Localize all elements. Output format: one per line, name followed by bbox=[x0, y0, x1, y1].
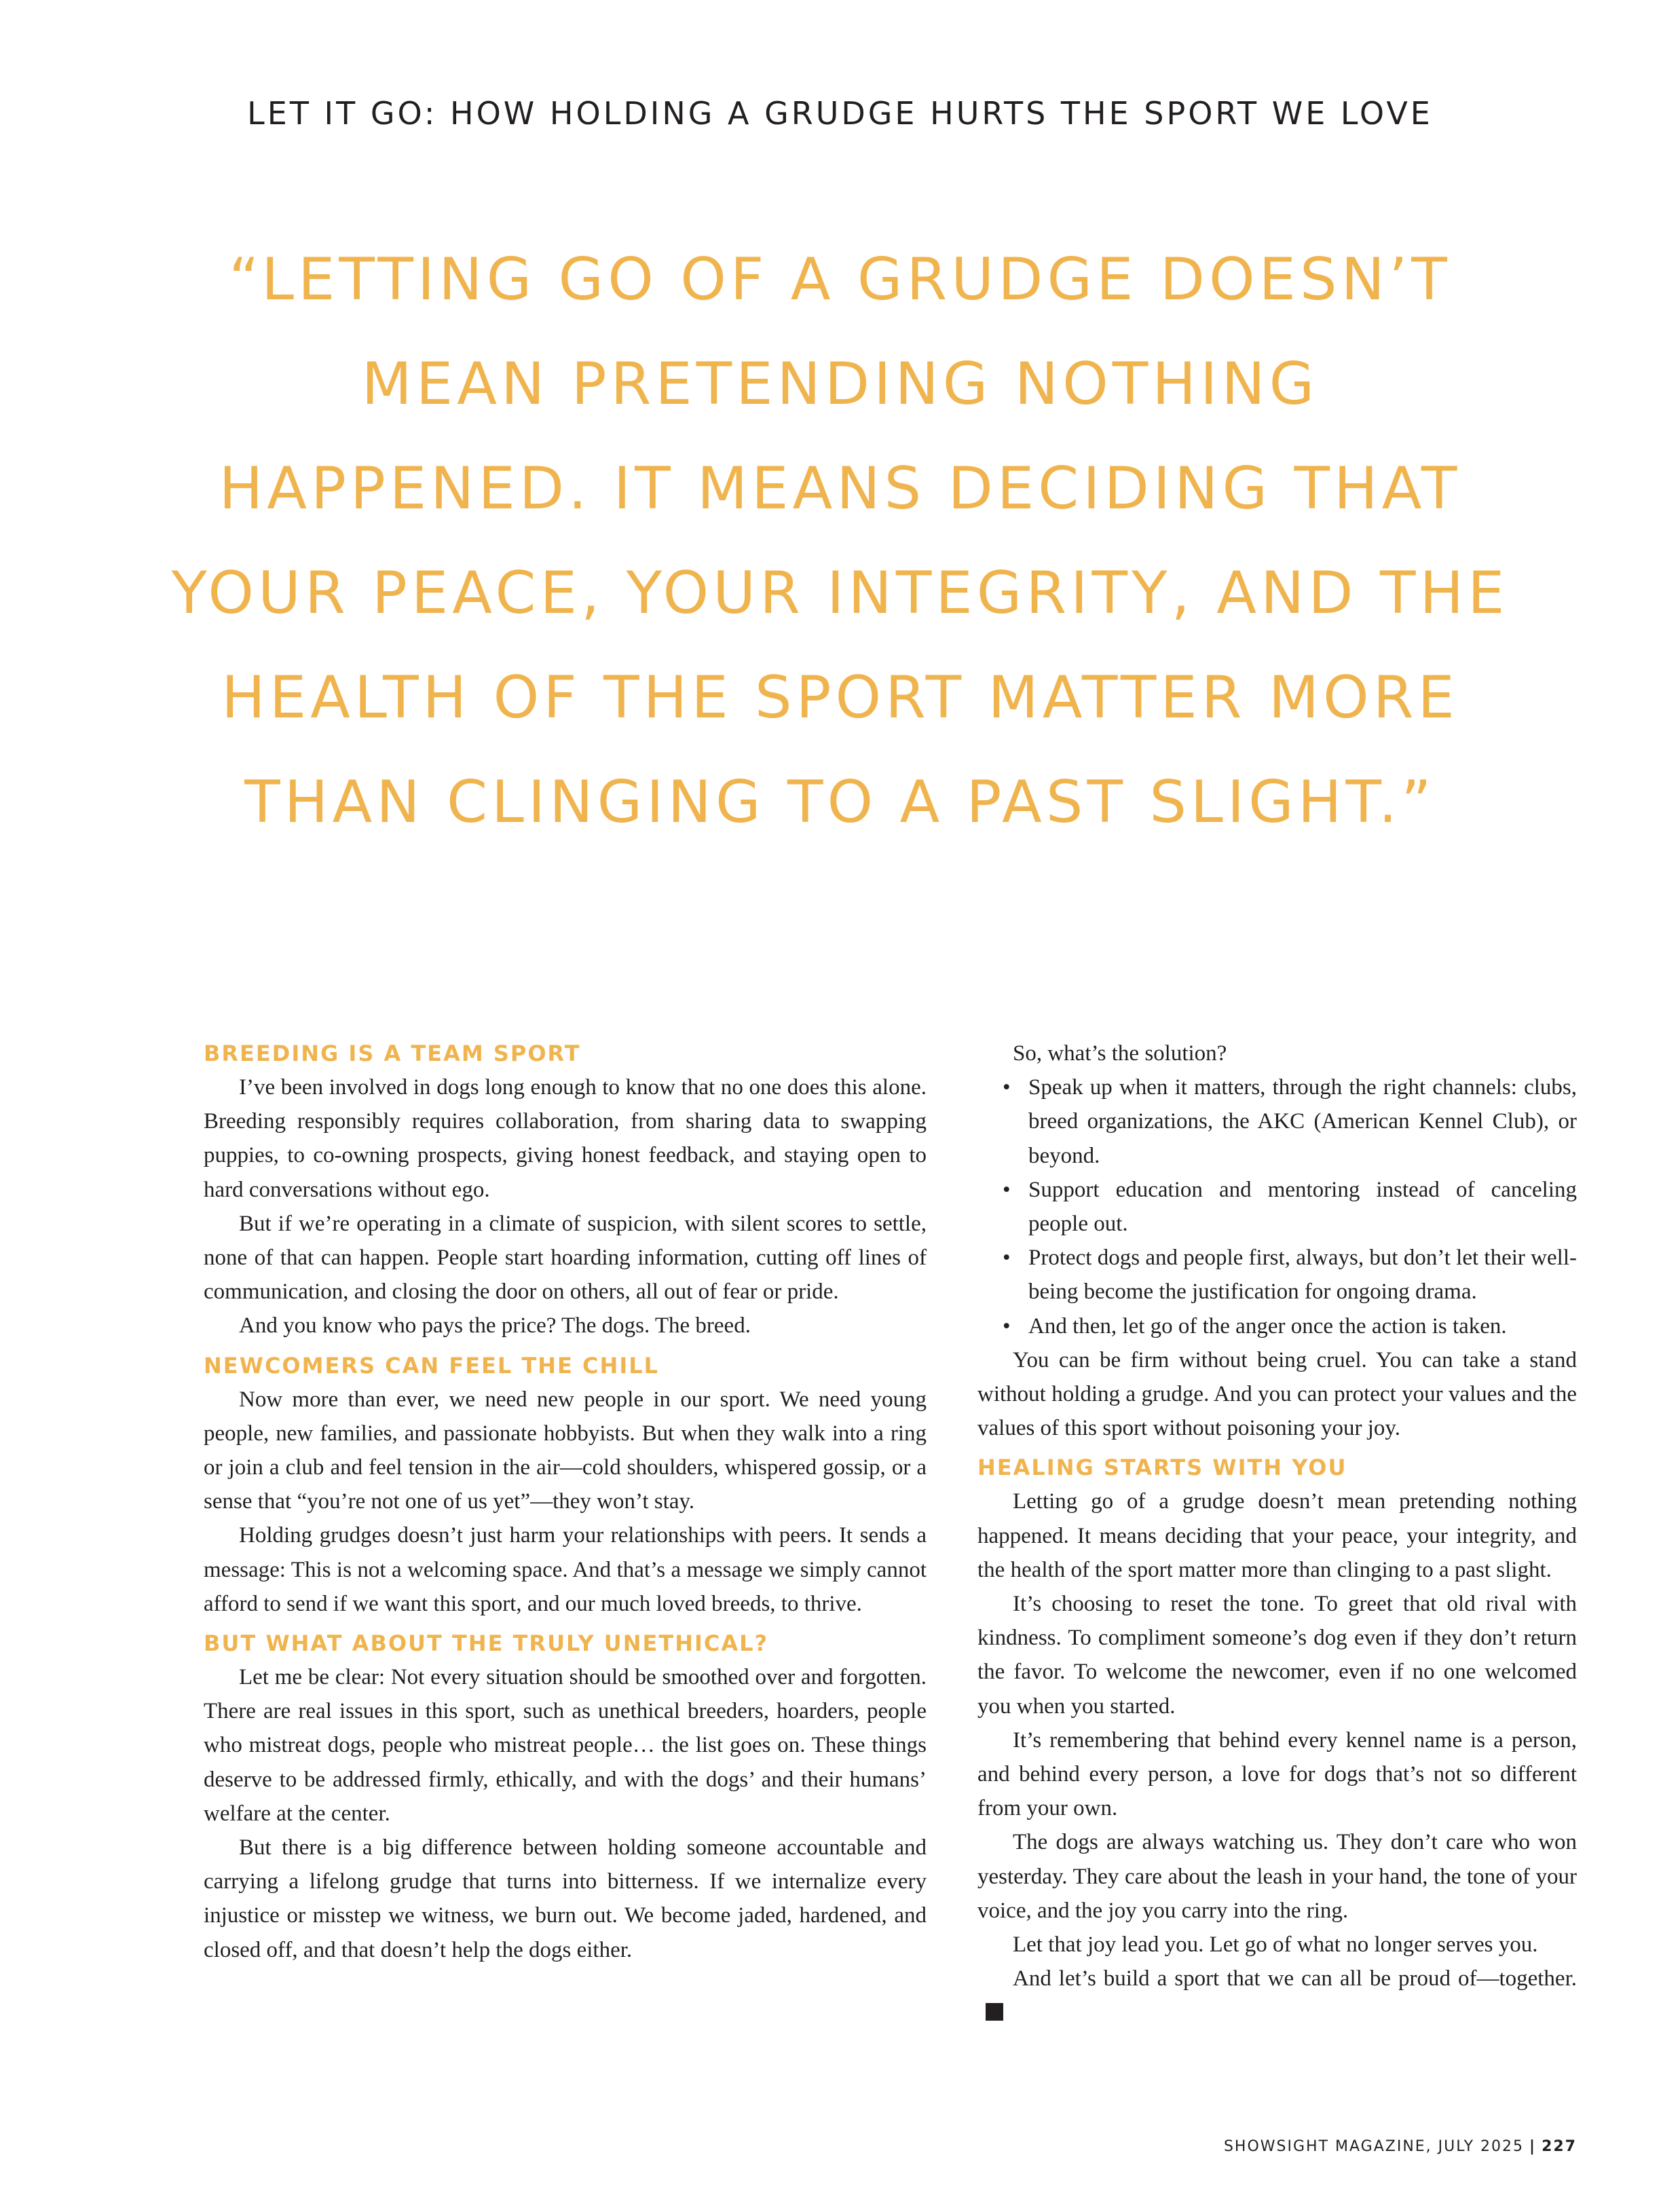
paragraph: It’s remembering that behind every kennel name is a person, and behind every person, a love for dogs that’s not so different from your own. bbox=[977, 1727, 1577, 1821]
solution-list bbox=[977, 1070, 1577, 1343]
paragraph: It’s choosing to reset the tone. To greet that old rival with kindness. To compliment someone’s dog even if they don’t return the favor. To welcome the newcomer, even if no one welcomed you when you started. bbox=[977, 1592, 1577, 1719]
paragraph: And you know who pays the price? The dogs. The breed. bbox=[239, 1313, 751, 1339]
list-item: • Protect dogs and people first, always, but don’t let their well-being become the justification for ongoing drama. bbox=[1028, 1241, 1577, 1309]
paragraph bbox=[977, 1962, 1577, 2029]
page-footer bbox=[1224, 2138, 1577, 2155]
paragraph: I’ve been involved in dogs long enough to know that no one does this alone. Breeding responsibly requires collaboration, from sharing data to swapping puppies, to co-owning prospects, giving honest feedback, and staying open to hard conversations without ego. bbox=[204, 1075, 927, 1202]
paragraph: But there is a big difference between holding someone accountable and carrying a lifelong grudge that turns into bitterness. If we internalize every injustice or misstep we witness, we burn out. We become jaded, hardened, and closed off, and that doesn’t help the dogs either. bbox=[204, 1835, 927, 1962]
paragraph: Let me be clear: Not every situation should be smoothed over and forgotten. There are real issues in this sport, such as unethical breeders, hoarders, people who mistreat dogs, people who mistreat people… the list goes on. These things deserve to be addressed firmly, ethically, and with the dogs’ and their humans’ welfare at the center. bbox=[204, 1665, 927, 1826]
list-item: • Speak up when it matters, through the right channels: clubs, breed organizations, the AKC (American Kennel Club), or beyond. bbox=[1028, 1070, 1577, 1173]
pull-quote: “LETTING GO OF A GRUDGE DOESN’T MEAN PRETENDING NOTHING HAPPENED. IT MEANS DECIDING THAT YOUR PEACE, YOUR INTEGRITY, AND THE HEALTH OF THE SPORT MATTER MORE THAN CLINGING TO A PAST SLIGHT.” bbox=[171, 246, 1509, 836]
paragraph: So, what’s the solution? bbox=[1013, 1041, 1227, 1066]
paragraph: But if we’re operating in a climate of suspicion, with silent scores to settle, none of that can happen. People start hoarding information, cutting off lines of communication, and closing the door on others, all out of fear or pride. bbox=[204, 1211, 927, 1305]
end-of-article-mark bbox=[986, 2003, 1003, 2021]
paragraph: You can be firm without being cruel. You can take a stand without holding a grudge. And you can protect your values and the values of this sport without poisoning your joy. bbox=[977, 1347, 1577, 1441]
paragraph: Holding grudges doesn’t just harm your relationships with peers. It sends a message: This is not a welcoming space. And that’s a message we simply cannot afford to send if we want this sport, and our much loved breeds, to thrive. bbox=[204, 1523, 927, 1616]
paragraph: Letting go of a grudge doesn’t mean pretending nothing happened. It means deciding that your peace, your integrity, and the health of the sport matter more than clinging to a past slight. bbox=[977, 1489, 1577, 1582]
footer-separator: | bbox=[1529, 2138, 1537, 2155]
section-heading: BREEDING IS A TEAM SPORT bbox=[204, 1041, 581, 1066]
section-heading: BUT WHAT ABOUT THE TRULY UNETHICAL? bbox=[204, 1630, 769, 1657]
paragraph: Now more than ever, we need new people in our sport. We need young people, new families, and passionate hobbyists. But when they walk into a ring or join a club and feel tension in the air—cold shoulders, whispered gossip, or a sense that “you’re not one of us yet”—they won’t stay. bbox=[204, 1387, 927, 1514]
closing-text: And let’s build a sport that we can all be proud of—together. bbox=[1013, 1966, 1577, 1991]
right-column bbox=[977, 1036, 1577, 2030]
article-series-title: LET IT GO: HOW HOLDING A GRUDGE HURTS THE SPORT WE LOVE bbox=[247, 95, 1433, 132]
paragraph: The dogs are always watching us. They don’t care who won yesterday. They care about the leash in your hand, the tone of your voice, and the joy you carry into the ring. bbox=[977, 1830, 1577, 1923]
list-item: • And then, let go of the anger once the action is taken. bbox=[1028, 1309, 1577, 1343]
publication-line: SHOWSIGHT MAGAZINE, JULY 2025 bbox=[1223, 2138, 1525, 2155]
section-heading: NEWCOMERS CAN FEEL THE CHILL bbox=[204, 1352, 659, 1379]
left-column bbox=[204, 1036, 927, 1967]
paragraph: Let that joy lead you. Let go of what no longer serves you. bbox=[1013, 1932, 1538, 1958]
section-heading: HEALING STARTS WITH YOU bbox=[977, 1455, 1347, 1481]
page-number: 227 bbox=[1542, 2138, 1577, 2155]
list-item: • Support education and mentoring instead of canceling people out. bbox=[1028, 1173, 1577, 1241]
